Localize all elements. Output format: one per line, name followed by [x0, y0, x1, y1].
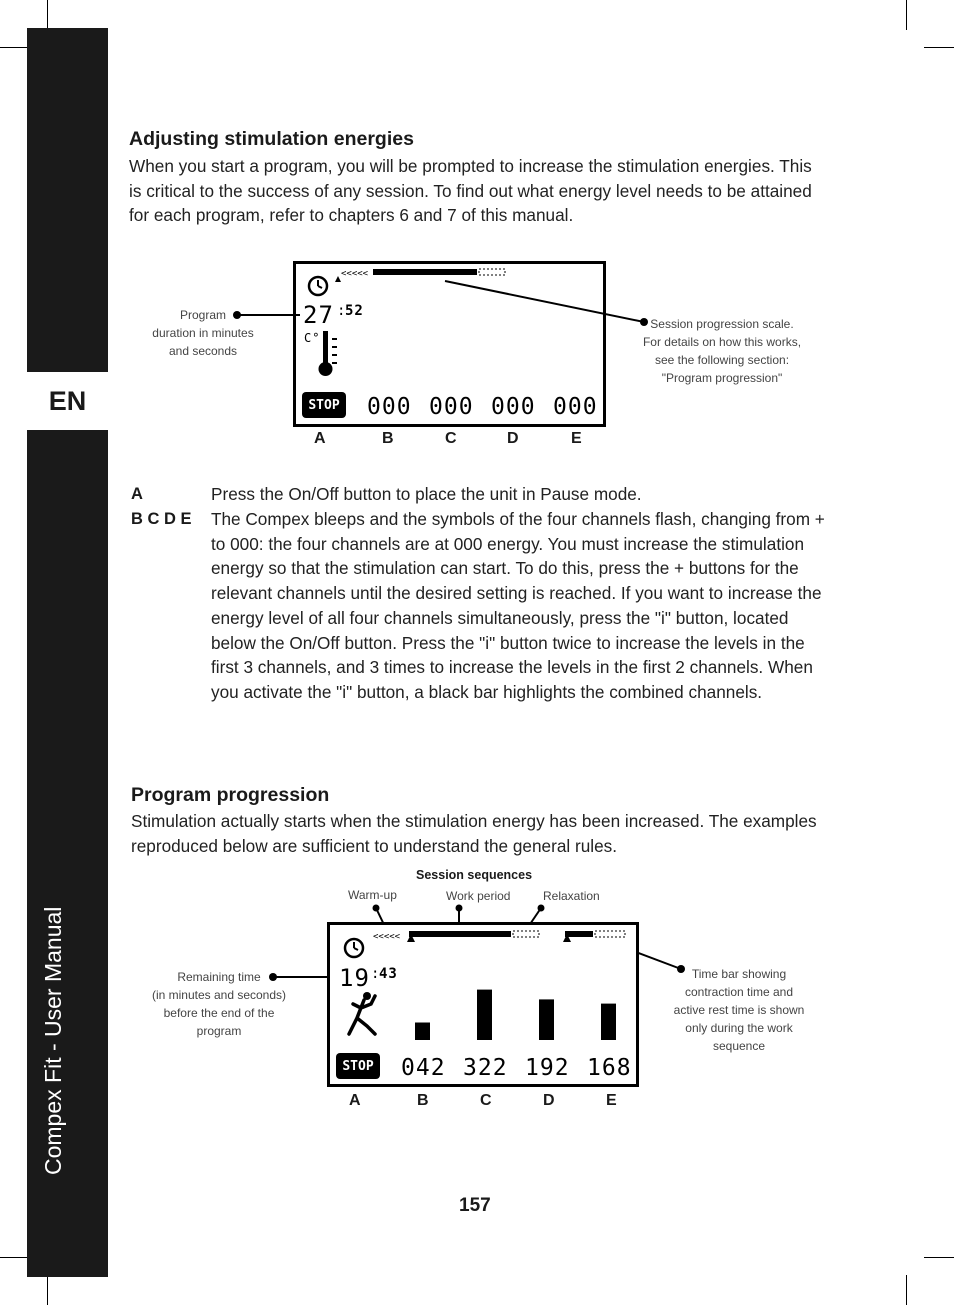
list-key-a: A [131, 485, 143, 503]
channel-value-e: 000 [553, 394, 598, 420]
svg-text:<<<<<: <<<<< [373, 932, 401, 942]
channel-value-d: 000 [491, 394, 536, 420]
lcd-minutes: 27 [303, 301, 334, 329]
channel-value-b: 042 [401, 1055, 446, 1081]
channel-level-bar [539, 999, 554, 1040]
channel-value-b: 000 [367, 394, 412, 420]
channel-value-c: 000 [429, 394, 474, 420]
lcd-seconds: 43 [379, 966, 398, 982]
list-text-bcde: The Compex bleeps and the symbols of the four channels flash, changing from + to 000: the four channels are at 000 energy. You must increase the stimulation energy so that the stimulation can start. To do this, press the + buttons for the relevant channels until the desired setting is reached. If you want to increase the energy level of all four channels simultaneously, press the "i" button, located below the On/Off button. Press the "i" button twice to increase the levels in the first 3 channels, and 3 times to increase the levels in the first 2 channels. When you activate the "i" button, a black bar highlights the combined channels. [211, 509, 825, 702]
callout-time-bar [666, 965, 812, 1055]
callout-line: before the end of the [163, 1006, 275, 1020]
warmup-label: Warm-up [348, 888, 397, 902]
callout-line: contraction time and [684, 985, 794, 999]
callout-progression-scale [636, 315, 808, 387]
channel-level-bar [601, 1004, 616, 1040]
temperature-unit: C° [304, 331, 321, 345]
channel-letter-a: A [349, 1092, 361, 1109]
callout-line: duration in minutes [152, 326, 254, 340]
callout-line: Time bar showing [691, 967, 787, 981]
channel-letter-e: E [606, 1092, 617, 1109]
work-period-label: Work period [446, 889, 511, 903]
callout-line: For details on how this works, [642, 335, 802, 349]
callout-line: sequence [712, 1039, 766, 1053]
callout-line: (in minutes and seconds) [151, 988, 287, 1002]
channel-letter-b: B [417, 1092, 429, 1109]
manual-title: Compex Fit - User Manual [40, 906, 66, 1175]
channel-letter-d: D [507, 430, 519, 447]
callout-remaining-time [150, 968, 288, 1040]
channel-letter-d: D [543, 1092, 555, 1109]
stop-badge: STOP [302, 392, 346, 418]
callout-line: Session progression scale. [650, 317, 794, 331]
lcd-display-2 [327, 922, 639, 1087]
channel-letter-a: A [314, 430, 326, 447]
callout-line: program [196, 1024, 242, 1038]
callout-line: "Program progression" [661, 371, 783, 385]
lcd-colon: : [337, 303, 347, 319]
channel-level-bar [477, 990, 492, 1040]
lcd-colon: : [371, 966, 381, 982]
session-sequences-label: Session sequences [416, 868, 533, 882]
svg-text:<<<<<: <<<<< [341, 269, 369, 279]
list-text-a: Press the On/Off button to place the unit in Pause mode. [211, 484, 642, 504]
callout-line: active rest time is shown [673, 1003, 805, 1017]
channel-letter-c: C [445, 430, 457, 447]
section-heading-progression: Program progression [131, 784, 330, 806]
section-body-progression: Stimulation actually starts when the stimulation energy has been increased. The examples reproduced below are sufficient to understand the general rules. [131, 811, 817, 856]
stop-badge: STOP [336, 1053, 380, 1079]
callout-line: Remaining time [177, 970, 261, 984]
channel-letter-c: C [480, 1092, 492, 1109]
lcd-seconds: 52 [345, 303, 364, 319]
channel-level-bar [415, 1023, 430, 1041]
callout-line: see the following section: [654, 353, 790, 367]
relaxation-label: Relaxation [543, 889, 600, 903]
channel-letter-e: E [571, 430, 582, 447]
page-number: 157 [459, 1195, 491, 1216]
list-key-bcde: B C D E [131, 510, 192, 528]
channel-value-c: 322 [463, 1055, 508, 1081]
callout-program-duration [140, 306, 266, 360]
section-heading-energies: Adjusting stimulation energies [129, 128, 414, 150]
callout-line: only during the work [685, 1021, 793, 1035]
callout-line: Program [179, 308, 226, 322]
language-label: EN [48, 385, 87, 416]
channel-value-e: 168 [587, 1055, 632, 1081]
lcd-minutes: 19 [339, 964, 370, 992]
section-body-energies: When you start a program, you will be prompted to increase the stimulation energies. This is critical to the success of any session. To find out what energy level needs to be attained for each program, refer to chapters 6 and 7 of this manual. [129, 156, 812, 225]
channel-letter-b: B [382, 430, 394, 447]
channel-value-d: 192 [525, 1055, 570, 1081]
callout-line: and seconds [168, 344, 238, 358]
